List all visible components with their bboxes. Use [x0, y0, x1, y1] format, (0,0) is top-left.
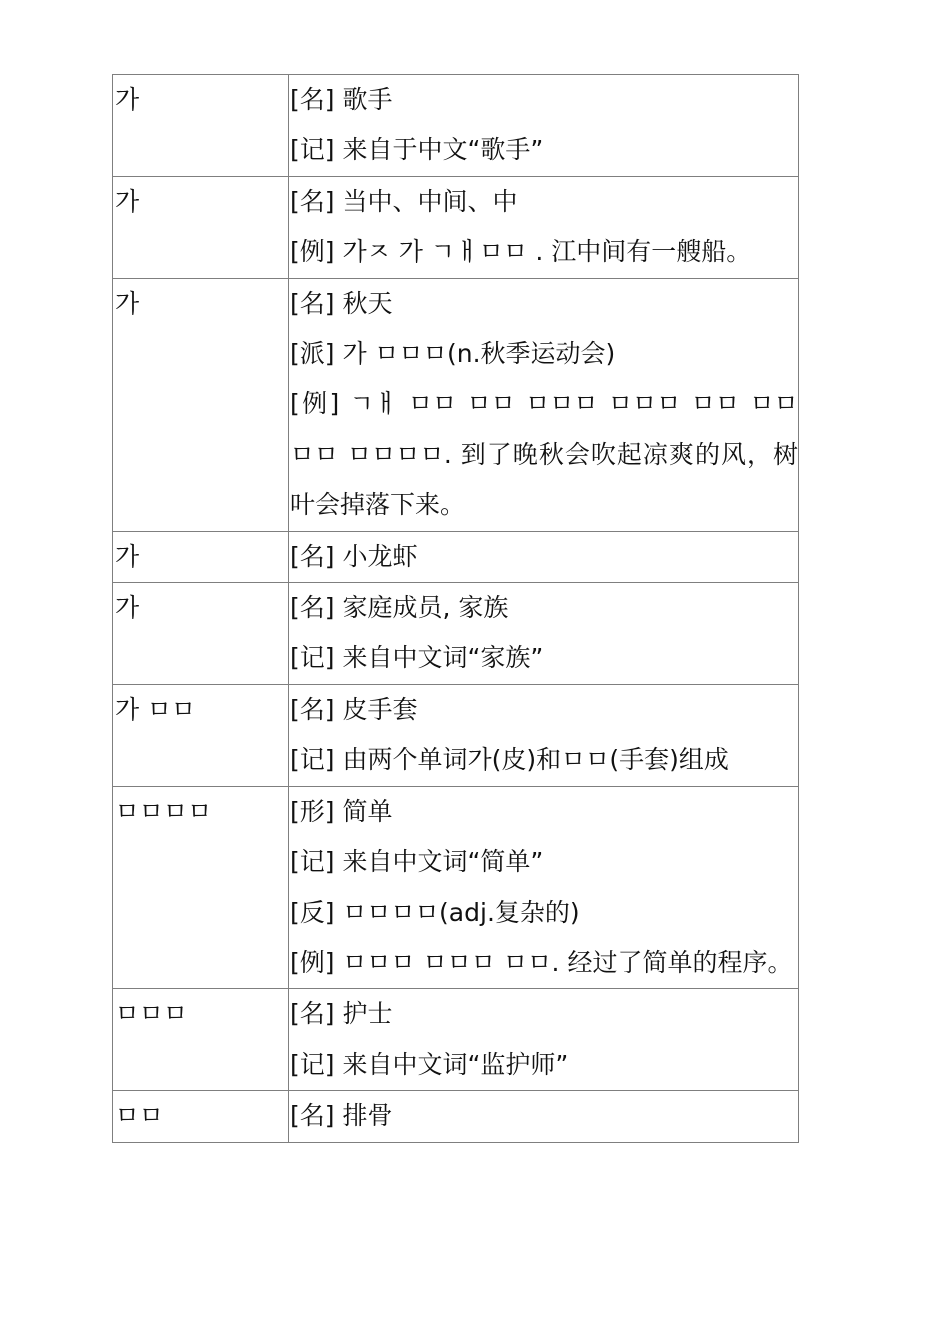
table-row — [113, 75, 799, 177]
headword: 가 — [115, 593, 140, 623]
definition-line: [反] ㅁㅁㅁㅁ(adj.复杂的) — [290, 897, 580, 927]
headword-cell — [113, 583, 289, 685]
definition-line: [名] 歌手 — [290, 85, 393, 114]
headword: 가 ㅁㅁ — [115, 694, 196, 724]
definition-line: [名] 家庭成员, 家族 — [290, 593, 509, 623]
definition-cell — [289, 75, 799, 177]
table-row — [113, 176, 799, 278]
definition-line: [名] 当中、中间、中 — [290, 186, 518, 216]
table-row — [113, 278, 799, 531]
definition-line: [记] 来自于中文“歌手” — [290, 135, 544, 165]
table-row — [113, 786, 799, 989]
headword-cell — [113, 1091, 289, 1142]
table-row — [113, 684, 799, 786]
definition-line: [记] 来自中文词“监护师” — [290, 1049, 569, 1079]
definition-cell — [289, 176, 799, 278]
headword: 가 — [115, 288, 140, 318]
headword-cell — [113, 75, 289, 177]
headword: 가 — [115, 541, 140, 571]
definition-line: [派] 가 ㅁㅁㅁ(n.秋季运动会) — [290, 339, 616, 369]
definition-cell — [289, 1091, 799, 1142]
headword: 가 — [115, 85, 140, 114]
table-row — [113, 583, 799, 685]
definition-cell — [289, 531, 799, 582]
vocabulary-table — [112, 74, 799, 1143]
definition-line: [名] 小龙虾 — [290, 541, 418, 571]
headword-cell — [113, 278, 289, 531]
definition-line: [记] 来自中文词“家族” — [290, 643, 544, 673]
headword: ㅁㅁ — [115, 1101, 164, 1131]
table-row — [113, 1091, 799, 1142]
definition-cell — [289, 278, 799, 531]
definition-line: [名] 秋天 — [290, 288, 393, 318]
definition-cell — [289, 684, 799, 786]
headword: ㅁㅁㅁㅁ — [115, 796, 212, 826]
headword-cell — [113, 176, 289, 278]
definition-line: [例] ㅁㅁㅁ ㅁㅁㅁ ㅁㅁ. 经过了简单的程序。 — [290, 947, 793, 977]
headword-cell — [113, 989, 289, 1091]
definition-line: [例] 가ㅈ 가 ㄱㅐㅁㅁ . 江中间有一艘船。 — [290, 237, 752, 267]
definition-line: [记] 来自中文词“简单” — [290, 847, 544, 877]
headword-cell — [113, 684, 289, 786]
headword-cell — [113, 786, 289, 989]
definition-cell — [289, 989, 799, 1091]
definition-line: [形] 简单 — [290, 796, 393, 826]
table-row — [113, 989, 799, 1091]
definition-cell — [289, 786, 799, 989]
definition-line: [名] 排骨 — [290, 1101, 393, 1131]
headword: 가 — [115, 186, 140, 216]
headword: ㅁㅁㅁ — [115, 999, 188, 1029]
definition-line: [名] 护士 — [290, 999, 393, 1029]
definition-line: [名] 皮手套 — [290, 694, 418, 724]
headword-cell — [113, 531, 289, 582]
definition-line: [记] 由两个单词가(皮)和ㅁㅁ(手套)组成 — [290, 745, 729, 775]
table-row — [113, 531, 799, 582]
vocabulary-table-body — [113, 75, 799, 1143]
definition-cell — [289, 583, 799, 685]
definition-line: [例] ㄱㅐ ㅁㅁ ㅁㅁ ㅁㅁㅁ ㅁㅁㅁ ㅁㅁ ㅁㅁㅁㅁ ㅁㅁㅁㅁ. 到了晚秋会吹起凉爽的风，树叶会掉落下来。 — [290, 389, 798, 520]
